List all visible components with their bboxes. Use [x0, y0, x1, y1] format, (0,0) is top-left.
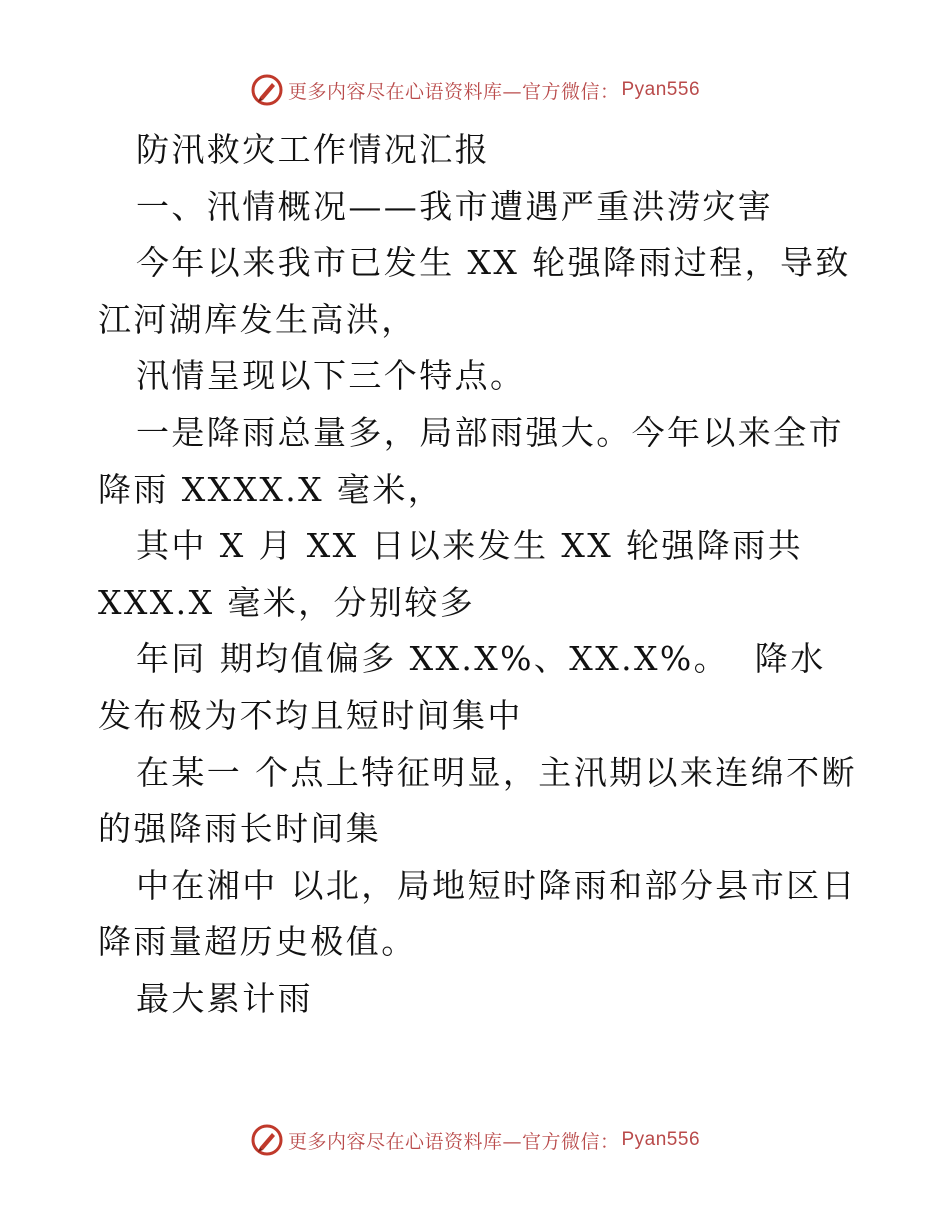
paragraph: 年同 期均值偏多 XX.X%、XX.X%。 降水发布极为不均且短时间集中: [98, 639, 826, 735]
paragraph: 一是降雨总量多，局部雨强大。今年以来全市降雨 XXXX.X 毫米，: [98, 412, 844, 509]
pen-logo-icon: [250, 73, 284, 107]
document-title: 防汛救灾工作情况汇报: [136, 130, 490, 169]
header-watermark: [0, 68, 950, 112]
paragraph: 汛情呈现以下三个特点。: [136, 356, 526, 396]
paragraph: 其中 X 月 XX 日以来发生 XX 轮强降雨共: [136, 526, 804, 566]
paragraph: 今年以来我市已发生 XX 轮强降雨过程，导致江河湖库发生高洪，: [98, 243, 851, 339]
section-heading: 一、汛情概况——我市遭遇严重洪涝灾害: [136, 186, 774, 226]
watermark-text: 更多内容尽在心语资料库—官方微信：: [287, 80, 620, 103]
footer-watermark: [0, 1118, 950, 1162]
document-body: [98, 122, 858, 1028]
paragraph: 最大累计雨: [136, 978, 313, 1018]
paragraph: XXX.X 毫米，分别较多: [98, 582, 476, 622]
paragraph: 中在湘中 以北，局地短时降雨和部分县市区日降雨量超历史极值。: [98, 865, 857, 962]
pen-logo-icon: [250, 1123, 284, 1157]
paragraph: 在某一 个点上特征明显，主汛期以来连绵不断的强降雨长时间集: [98, 752, 857, 849]
watermark-text: 更多内容尽在心语资料库—官方微信：: [287, 1130, 620, 1153]
watermark-wechat-id: Pyan556: [621, 1129, 701, 1150]
watermark-wechat-id: Pyan556: [621, 79, 701, 100]
